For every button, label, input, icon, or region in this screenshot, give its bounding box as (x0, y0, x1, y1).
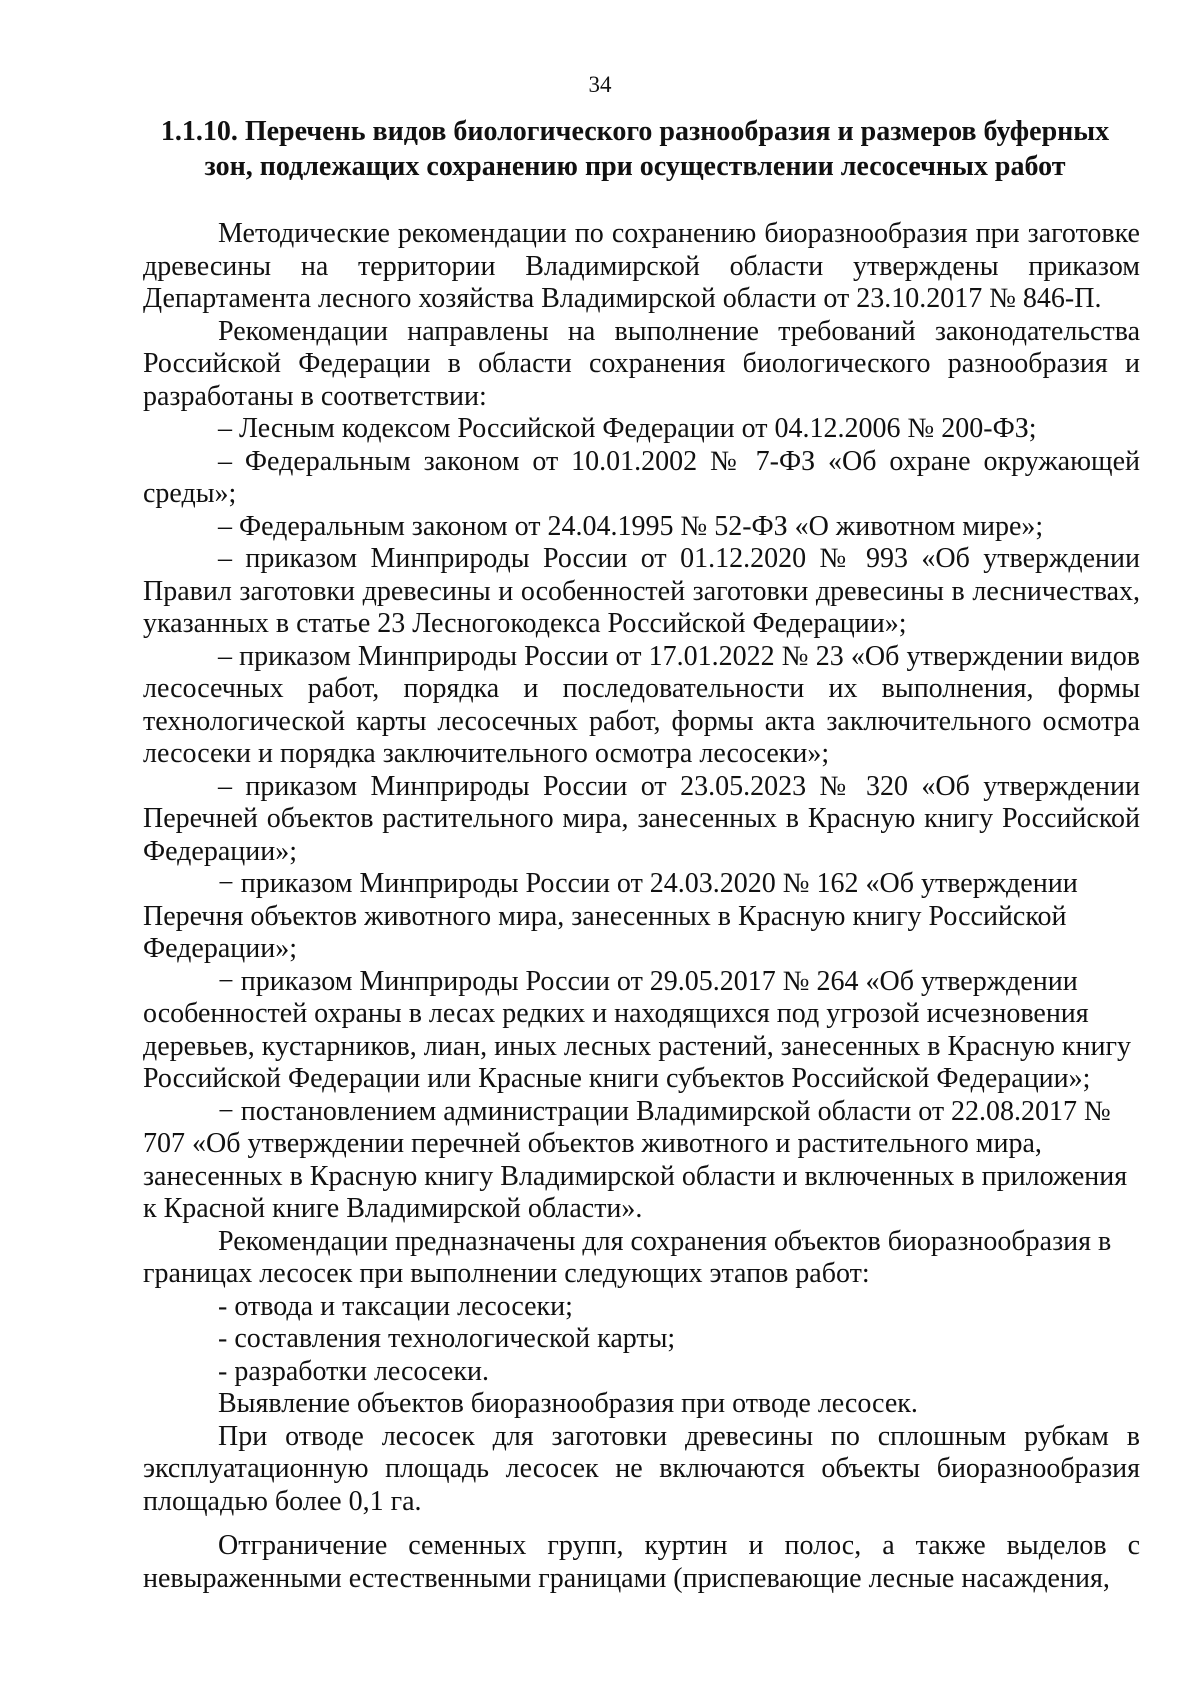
paragraph-identification: Выявление объектов биоразнообразия при отводе лесосек. (218, 1388, 918, 1419)
list-item-order-320: – приказом Минприроды России от 23.05.2023 № 320 «Об утверждении Перечней объектов растительного мира, занесенных в Красную книгу Российской Федерации»; (143, 770, 1140, 867)
paragraph-intro: Методические рекомендации по сохранению биоразнообразия при заготовке древесины на территории Владимирской области утверждены приказом Департамента лесного хозяйства Владимирской области от 23.10.2017 № 846-П. (143, 218, 1140, 314)
paragraph-clear-cutting: При отводе лесосек для заготовки древесины по сплошным рубкам в эксплуатационную площадь лесосек не включаются объекты биоразнообразия площадью более 0,1 га. (143, 1420, 1140, 1517)
list-item-order-23: – приказом Минприроды России от 17.01.2022 № 23 «Об утверждении видов лесосечных работ, порядка и последовательности их выполнения, формы технологической карты лесосечных работ, формы акта заключительного осмотра лесосеки и порядка заключительного осмотра лесосеки»; (143, 640, 1140, 769)
section-heading (130, 114, 1140, 184)
document-body (143, 218, 1140, 1595)
paragraph-recommendations: Рекомендации направлены на выполнение требований законодательства Российской Федерации в области сохранения биологического разнообразия и разработаны в соответствии: (143, 315, 1140, 412)
list-item-forest-code: – Лесным кодексом Российской Федерации от 04.12.2006 № 200-ФЗ; (218, 413, 1037, 444)
list-item-resolution-707: − постановлением администрации Владимирской области от 22.08.2017 № 707 «Об утверждении перечней объектов животного и растительного мира, занесенных в Красную книгу Владимирской области и включенных в приложения к Красной книге Владимирской области». (143, 1095, 1128, 1224)
list-item-environment-law: – Федеральным законом от 10.01.2002 № 7-ФЗ «Об охране окружающей среды»; (143, 445, 1140, 509)
stage-item-tech-map: - составления технологической карты; (218, 1323, 676, 1354)
heading-line-2: зон, подлежащих сохранению при осуществлении лесосечных работ (204, 151, 1066, 182)
paragraph-stages: Рекомендации предназначены для сохранения объектов биоразнообразия в границах лесосек при выполнении следующих этапов работ: (143, 1225, 1112, 1289)
list-item-order-264: − приказом Минприроды России от 29.05.2017 № 264 «Об утверждении особенностей охраны в лесах редких и находящихся под угрозой исчезновения деревьев, кустарников, лиан, иных лесных растений, занесенных в Красную книгу Российской Федерации или Красные книги субъектов Российской Федерации»; (143, 965, 1131, 1094)
heading-line-1: 1.1.10. Перечень видов биологического разнообразия и размеров буферных (160, 116, 1110, 147)
list-item-order-162: − приказом Минприроды России от 24.03.2020 № 162 «Об утверждении Перечня объектов животного мира, занесенных в Красную книгу Российской Федерации»; (143, 868, 1078, 964)
stage-item-development: - разработки лесосеки. (218, 1355, 489, 1387)
page-number: 34 (588, 72, 612, 97)
list-item-wildlife-law: – Федеральным законом от 24.04.1995 № 52-ФЗ «О животном мире»; (218, 510, 1044, 542)
paragraph-delimitation: Отграничение семенных групп, куртин и полос, а также выделов с невыраженными естественными границами (приспевающие лесные насаждения, (143, 1530, 1140, 1594)
list-item-order-993: – приказом Минприроды России от 01.12.2020 № 993 «Об утверждении Правил заготовки древесины и особенностей заготовки древесины в лесничествах, указанных в статье 23 Лесногокодекса Российской Федерации»; (143, 543, 1140, 639)
stage-item-allotment: - отвода и таксации лесосеки; (218, 1290, 573, 1322)
